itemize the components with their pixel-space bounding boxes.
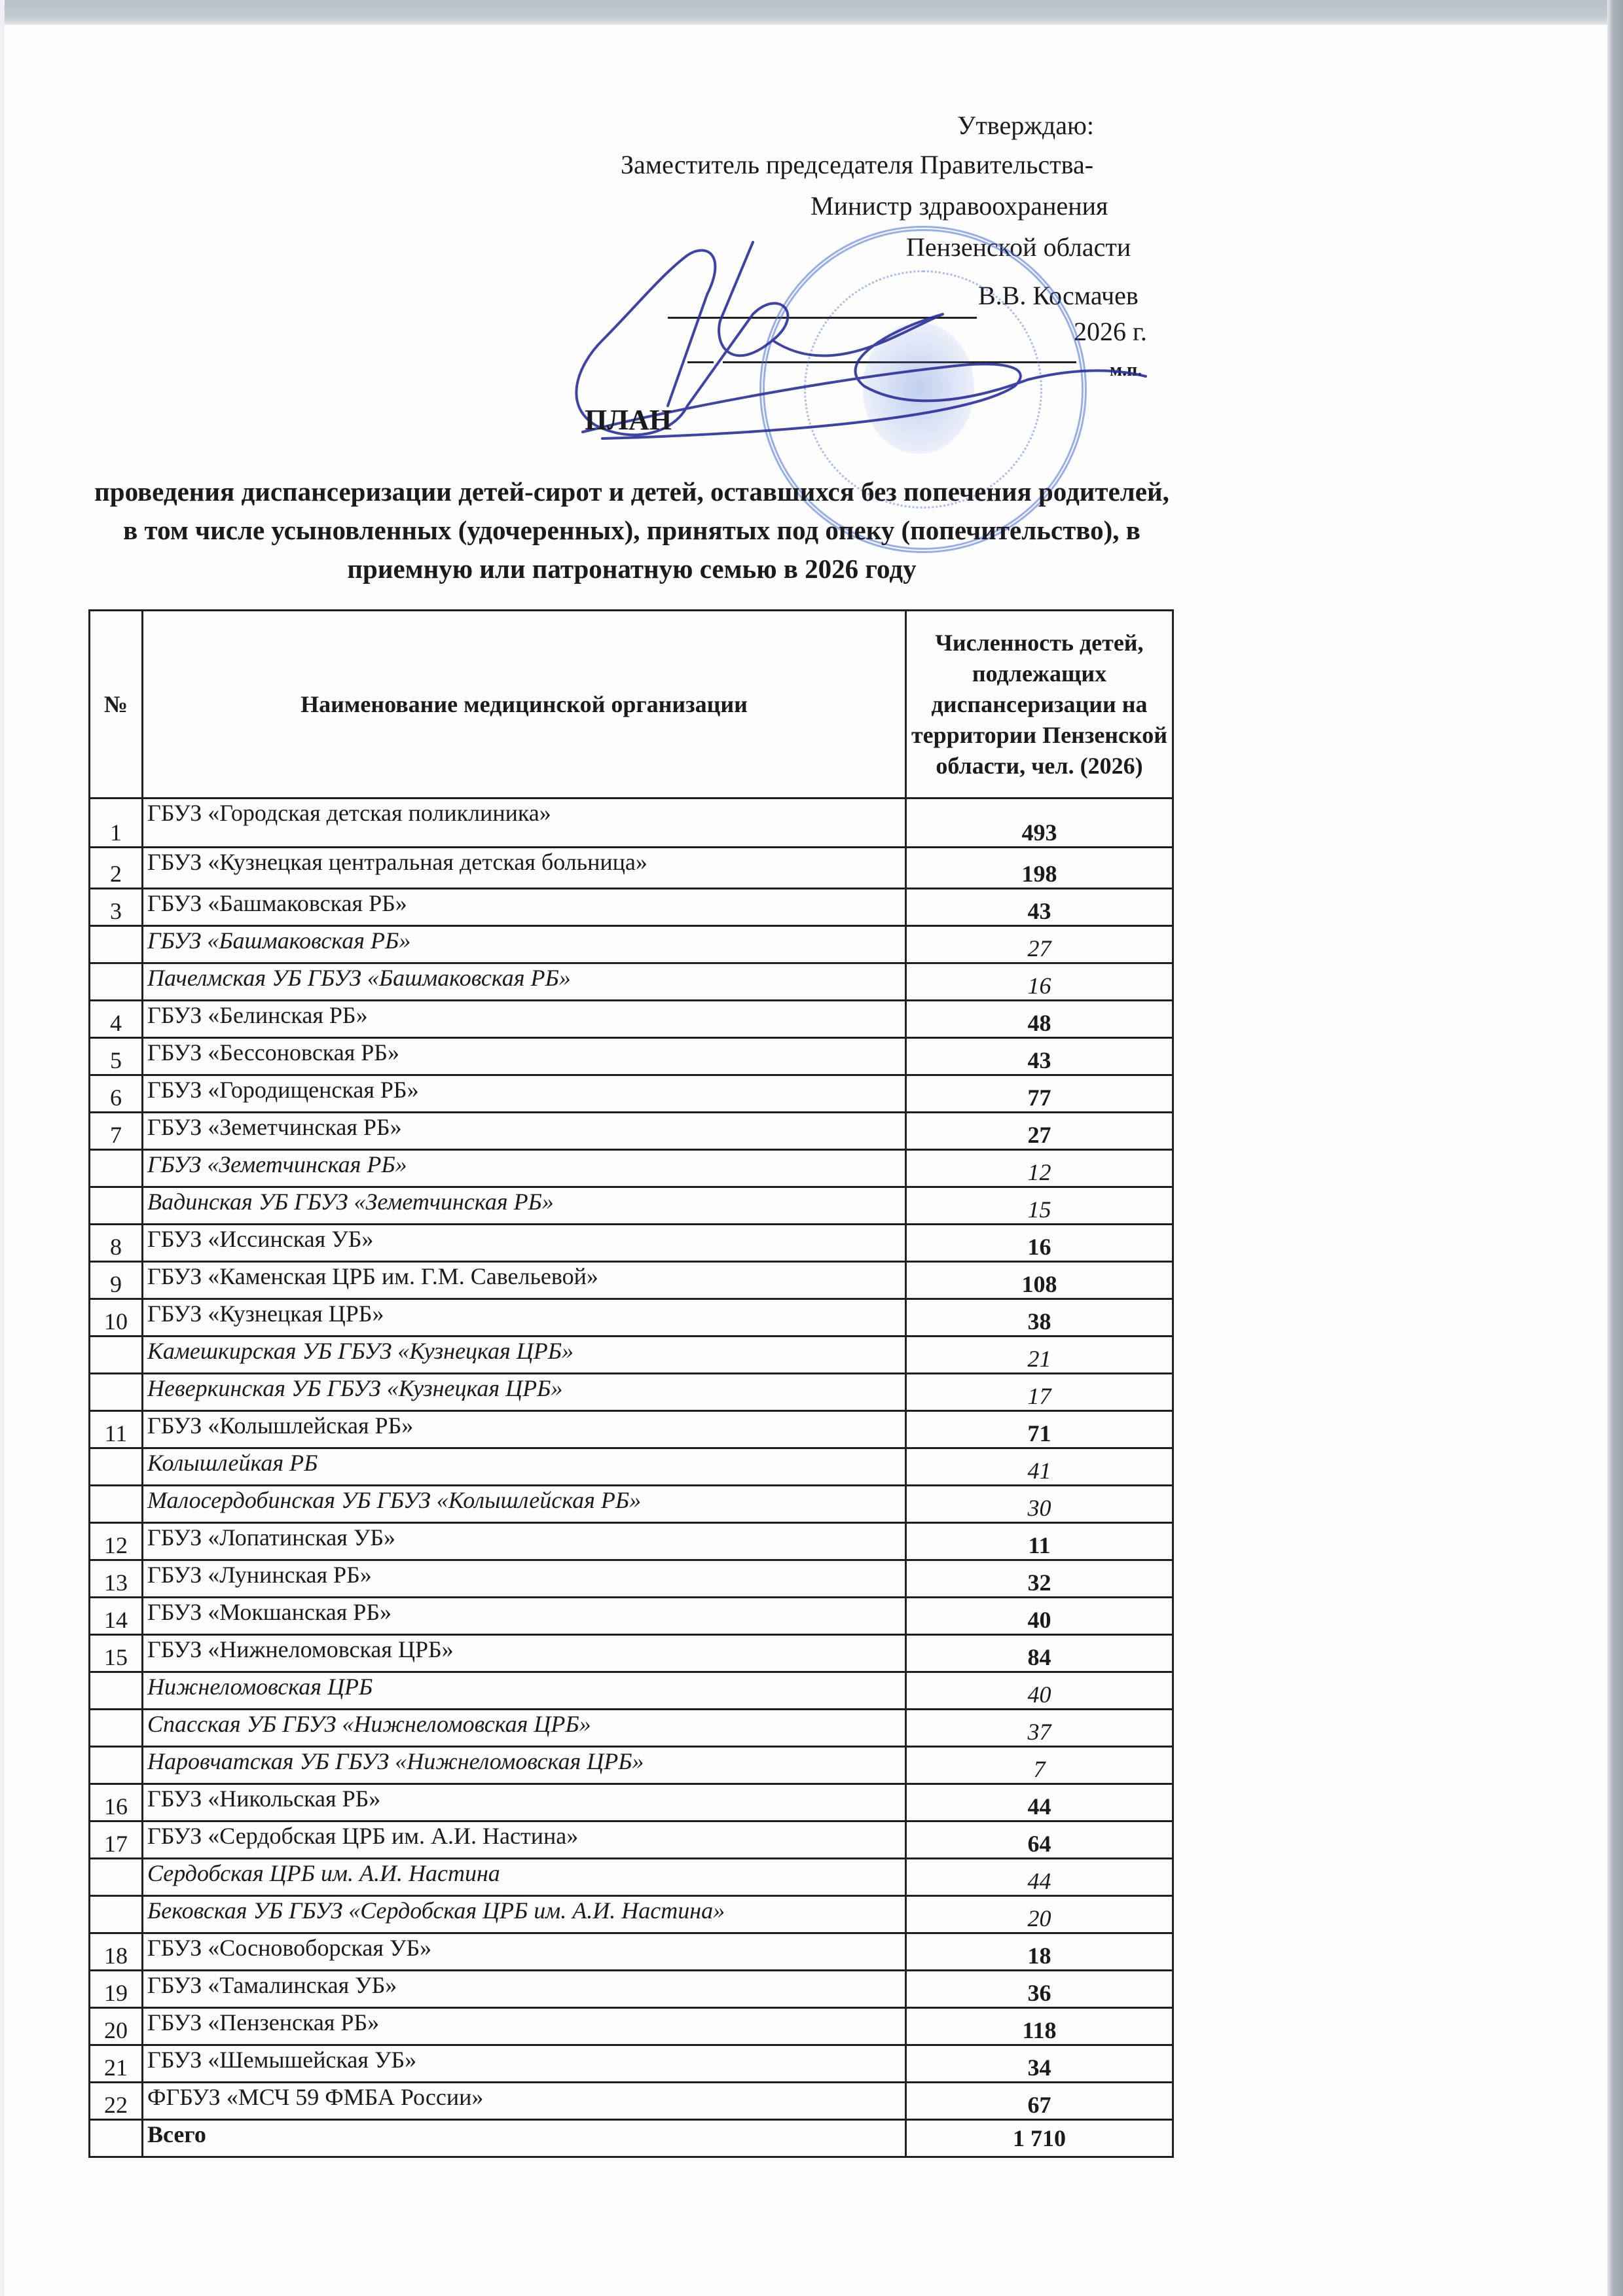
row-number [90,1486,143,1523]
row-number: 8 [90,1225,143,1262]
organization-name: ГБУЗ «Сосновоборская УБ» [143,1933,906,1971]
row-number [90,1150,143,1187]
children-count: 48 [906,1001,1173,1038]
column-header-children-count: Численность детей, подлежащих диспансеризации на территории Пензенской области, чел. (2026) [906,611,1173,798]
total-label: Всего [143,2120,906,2157]
row-number: 3 [90,889,143,926]
organization-name: ГБУЗ «Пензенская РБ» [143,2008,906,2045]
organization-name: Камешкирская УБ ГБУЗ «Кузнецкая ЦРБ» [143,1336,906,1374]
approval-position-line3: Пензенской области [906,232,1131,262]
table-subrow [90,926,1173,963]
organization-name: Сердобская ЦРБ им. А.И. Настина [143,1859,906,1896]
document-title [0,403,1623,437]
row-number [90,1374,143,1411]
children-count: 21 [906,1336,1173,1374]
column-header-organization: Наименование медицинской организации [143,611,906,798]
table-subrow [90,1448,1173,1486]
organization-name: ГБУЗ «Бессоновская РБ» [143,1038,906,1075]
organization-name: Малосердобинская УБ ГБУЗ «Колышлейская РБ» [143,1486,906,1523]
table-row [90,1075,1173,1113]
row-number: 16 [90,1784,143,1821]
organization-name: ГБУЗ «Городская детская поликлиника» [143,798,906,848]
children-count: 18 [906,1933,1173,1971]
scan-edge-top [0,0,1623,25]
table-subrow [90,1336,1173,1374]
row-number: 14 [90,1598,143,1635]
plan-table [88,609,1174,2158]
row-number: 11 [90,1411,143,1448]
table-row [90,2045,1173,2083]
column-header-number: № [90,611,143,798]
approval-heading: Утверждаю: [957,111,1094,140]
document-title-text: ПЛАН [584,404,672,436]
organization-name: Спасская УБ ГБУЗ «Нижнеломовская ЦРБ» [143,1710,906,1747]
table-header-row [90,611,1173,798]
organization-name: ГБУЗ «Земетчинская РБ» [143,1113,906,1150]
row-number: 1 [90,798,143,848]
children-count: 40 [906,1672,1173,1710]
children-count: 38 [906,1299,1173,1336]
organization-name: ФГБУЗ «МСЧ 59 ФМБА России» [143,2083,906,2120]
table-row [90,1299,1173,1336]
row-number: 2 [90,848,143,889]
table-row [90,798,1173,848]
children-count: 16 [906,963,1173,1001]
children-count: 7 [906,1747,1173,1784]
children-count: 27 [906,1113,1173,1150]
children-count: 44 [906,1784,1173,1821]
row-number [90,1859,143,1896]
organization-name: ГБУЗ «Сердобская ЦРБ им. А.И. Настина» [143,1821,906,1859]
row-number: 20 [90,2008,143,2045]
children-count: 37 [906,1710,1173,1747]
table-subrow [90,1859,1173,1896]
table-row [90,1001,1173,1038]
organization-name: ГБУЗ «Иссинская УБ» [143,1225,906,1262]
children-count: 11 [906,1523,1173,1560]
organization-name: ГБУЗ «Кузнецкая центральная детская больница» [143,848,906,889]
scan-edge-left [0,0,5,2296]
children-count: 20 [906,1896,1173,1933]
row-number: 19 [90,1971,143,2008]
row-number [90,1187,143,1225]
total-value: 1 710 [906,2120,1173,2157]
table-row [90,2008,1173,2045]
table-row [90,1821,1173,1859]
row-number [90,1710,143,1747]
organization-name: ГБУЗ «Лунинская РБ» [143,1560,906,1598]
table-subrow [90,1486,1173,1523]
organization-name: Пачелмская УБ ГБУЗ «Башмаковская РБ» [143,963,906,1001]
children-count: 34 [906,2045,1173,2083]
organization-name: Бековская УБ ГБУЗ «Сердобская ЦРБ им. А.И. Настина» [143,1896,906,1933]
table-row [90,1560,1173,1598]
row-number: 22 [90,2083,143,2120]
row-number: 21 [90,2045,143,2083]
row-number: 18 [90,1933,143,1971]
table-row [90,1038,1173,1075]
organization-name: Нижнеломовская ЦРБ [143,1672,906,1710]
organization-name: ГБУЗ «Лопатинская УБ» [143,1523,906,1560]
row-number [90,1448,143,1486]
table-subrow [90,1710,1173,1747]
row-number: 10 [90,1299,143,1336]
row-number: 7 [90,1113,143,1150]
organization-name: ГБУЗ «Шемышейская УБ» [143,2045,906,2083]
organization-name: Колышлейкая РБ [143,1448,906,1486]
approval-position-line1: Заместитель председателя Правительства- [621,150,1094,179]
table-row [90,1113,1173,1150]
organization-name: ГБУЗ «Кузнецкая ЦРБ» [143,1299,906,1336]
children-count: 198 [906,848,1173,889]
row-number: 13 [90,1560,143,1598]
organization-name: Вадинская УБ ГБУЗ «Земетчинская РБ» [143,1187,906,1225]
organization-name: ГБУЗ «Никольская РБ» [143,1784,906,1821]
children-count: 67 [906,2083,1173,2120]
organization-name: ГБУЗ «Нижнеломовская ЦРБ» [143,1635,906,1672]
date-line-day [687,361,714,363]
organization-name: ГБУЗ «Башмаковская РБ» [143,889,906,926]
children-count: 71 [906,1411,1173,1448]
organization-name: ГБУЗ «Колышлейская РБ» [143,1411,906,1448]
table-subrow [90,1672,1173,1710]
row-number: 12 [90,1523,143,1560]
organization-name: Наровчатская УБ ГБУЗ «Нижнеломовская ЦРБ» [143,1747,906,1784]
children-count: 108 [906,1262,1173,1299]
children-count: 16 [906,1225,1173,1262]
children-count: 17 [906,1374,1173,1411]
children-count: 27 [906,926,1173,963]
children-count: 44 [906,1859,1173,1896]
table-row [90,1262,1173,1299]
children-count: 12 [906,1150,1173,1187]
table-total-row [90,2120,1173,2157]
table-row [90,1523,1173,1560]
row-number [90,1672,143,1710]
organization-name: ГБУЗ «Белинская РБ» [143,1001,906,1038]
row-number: 6 [90,1075,143,1113]
organization-name: ГБУЗ «Каменская ЦРБ им. Г.М. Савельевой» [143,1262,906,1299]
children-count: 36 [906,1971,1173,2008]
table-row [90,1598,1173,1635]
row-number [90,1336,143,1374]
row-number [90,2120,143,2157]
table-row [90,1225,1173,1262]
table-row [90,848,1173,889]
row-number: 4 [90,1001,143,1038]
table-row [90,1933,1173,1971]
table-row [90,1411,1173,1448]
children-count: 77 [906,1075,1173,1113]
organization-name: Неверкинская УБ ГБУЗ «Кузнецкая ЦРБ» [143,1374,906,1411]
table-subrow [90,1187,1173,1225]
organization-name: ГБУЗ «Земетчинская РБ» [143,1150,906,1187]
children-count: 32 [906,1560,1173,1598]
row-number [90,963,143,1001]
children-count: 118 [906,2008,1173,2045]
children-count: 41 [906,1448,1173,1486]
children-count: 493 [906,798,1173,848]
children-count: 84 [906,1635,1173,1672]
organization-name: ГБУЗ «Городищенская РБ» [143,1075,906,1113]
approval-year: 2026 г. [1074,317,1147,346]
table-subrow [90,1374,1173,1411]
organization-name: ГБУЗ «Башмаковская РБ» [143,926,906,963]
table-body [90,798,1173,2157]
children-count: 30 [906,1486,1173,1523]
organization-name: ГБУЗ «Мокшанская РБ» [143,1598,906,1635]
table-row [90,889,1173,926]
organization-name: ГБУЗ «Тамалинская УБ» [143,1971,906,2008]
scan-edge-right [1607,0,1623,2296]
table-subrow [90,1150,1173,1187]
children-count: 43 [906,1038,1173,1075]
table-subrow [90,963,1173,1001]
table-subrow [90,1747,1173,1784]
row-number [90,1747,143,1784]
row-number: 5 [90,1038,143,1075]
row-number [90,926,143,963]
approval-position-line2: Министр здравоохранения [811,191,1108,221]
table-row [90,2083,1173,2120]
table-subrow [90,1896,1173,1933]
children-count: 43 [906,889,1173,926]
row-number: 17 [90,1821,143,1859]
table-row [90,1971,1173,2008]
children-count: 64 [906,1821,1173,1859]
table-row [90,1784,1173,1821]
row-number: 9 [90,1262,143,1299]
stamp-mark-label: м.п. [1110,360,1142,380]
approval-signer-name: В.В. Космачев [978,281,1139,310]
children-count: 40 [906,1598,1173,1635]
children-count: 15 [906,1187,1173,1225]
row-number [90,1896,143,1933]
document-subtitle: проведения диспансеризации детей-сирот и детей, оставшихся без попечения родителей, в том числе усыновленных (удочеренных), принятых под опеку (попечительство), в приемную или патронатную семью в 2026 году [94,476,1169,584]
table-row [90,1635,1173,1672]
row-number: 15 [90,1635,143,1672]
